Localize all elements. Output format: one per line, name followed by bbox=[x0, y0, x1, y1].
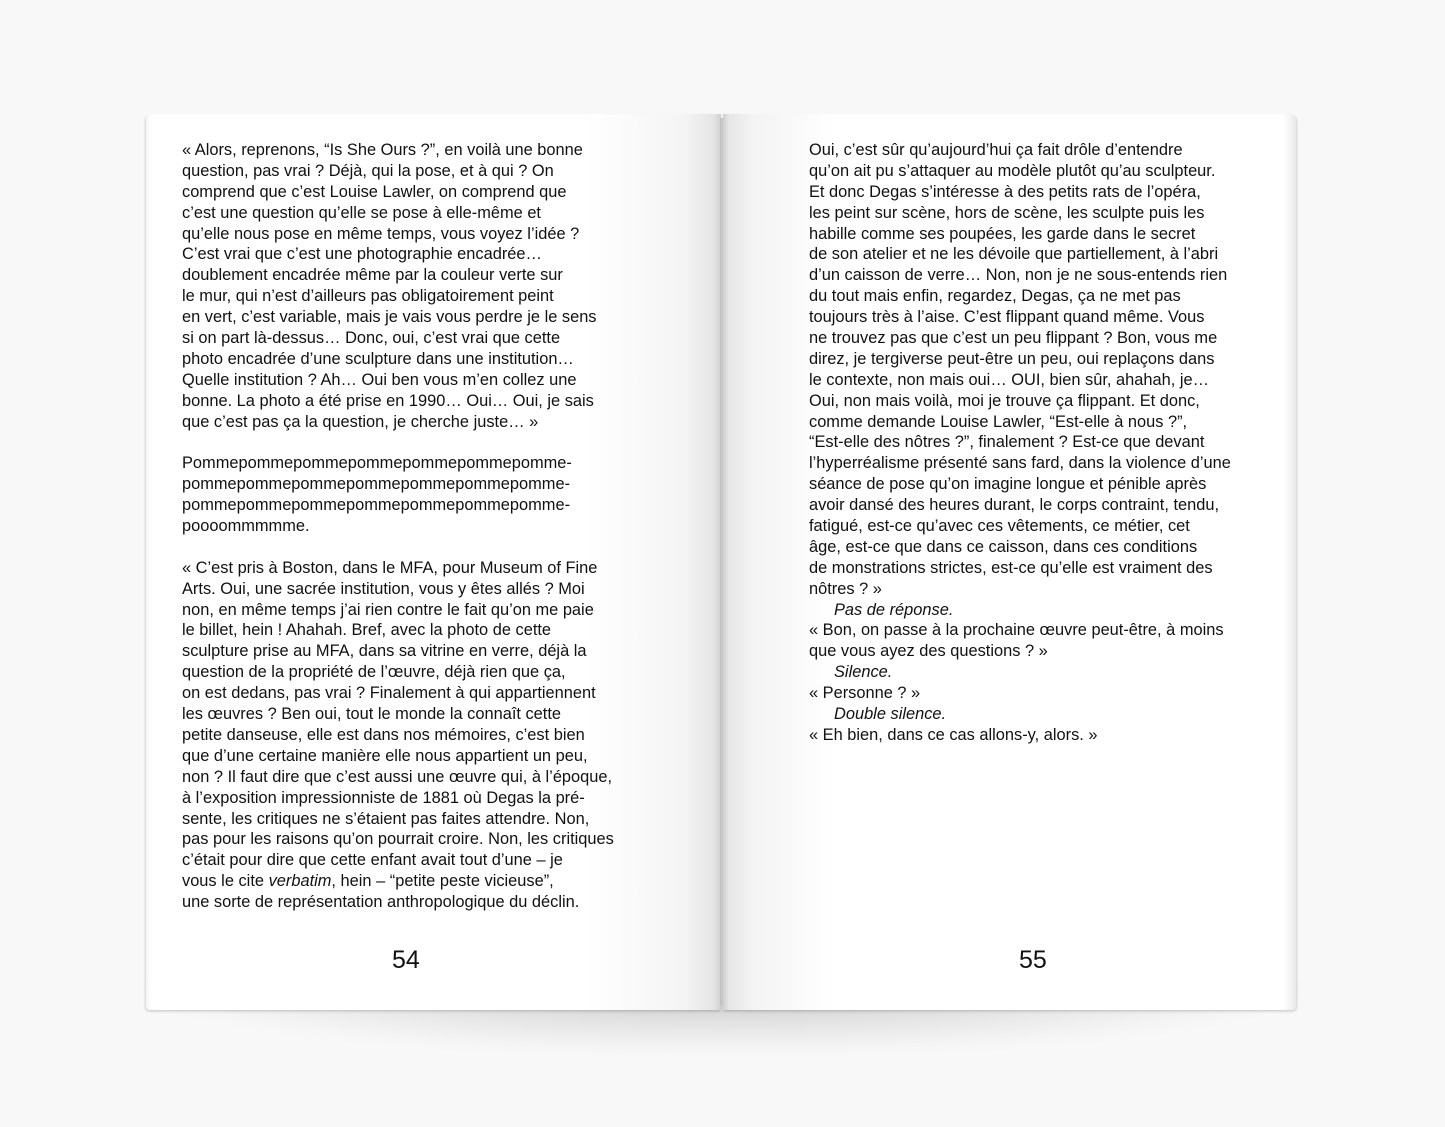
text-line: question, pas vrai ? Déjà, qui la pose, et à qui ? On bbox=[182, 161, 554, 180]
text-line: pommepommepommepommepommepommepomme- bbox=[182, 496, 571, 515]
text-line: c’était pour dire que cette enfant avait tout d’une – je bbox=[182, 851, 563, 870]
text-line: on est dedans, pas vrai ? Finalement à qui appartiennent bbox=[182, 684, 596, 703]
text-line: le contexte, non mais oui… OUI, bien sûr, ahahah, je… bbox=[809, 370, 1209, 389]
left-page bbox=[146, 114, 721, 1010]
paragraph-1 bbox=[809, 140, 1231, 600]
text-line: « Alors, reprenons, “Is She Ours ?”, en voilà une bonne bbox=[182, 141, 583, 159]
text-line: Pommepommepommepommepommepommepomme- bbox=[182, 454, 572, 473]
paragraph-2 bbox=[182, 453, 614, 537]
text-line: c’est une question qu’elle se pose à elle-même et bbox=[182, 203, 541, 222]
page-number: 54 bbox=[392, 946, 420, 974]
stage-direction: Silence. bbox=[834, 663, 893, 682]
text-line: non, en même temps j’ai rien contre le fait qu’on me paie bbox=[182, 600, 594, 619]
paragraph-3 bbox=[182, 558, 614, 913]
text-line: Quelle institution ? Ah… Oui ben vous m’en collez une bbox=[182, 370, 577, 389]
text-line: à l’exposition impressionniste de 1881 où Degas la pré- bbox=[182, 788, 585, 807]
text-line: comprend que c’est Louise Lawler, on comprend que bbox=[182, 182, 567, 201]
text-line: Arts. Oui, une sacrée institution, vous y êtes allés ? Moi bbox=[182, 579, 585, 598]
text-line: l’hyperréalisme présenté sans fard, dans la violence d’une bbox=[809, 454, 1231, 473]
text-line: petite danseuse, elle est dans nos mémoires, c’est bien bbox=[182, 725, 585, 744]
paragraph-gap bbox=[182, 432, 614, 453]
text-line: habille comme ses poupées, les garde dans le secret bbox=[809, 224, 1196, 243]
text-line: une sorte de représentation anthropologique du déclin. bbox=[182, 893, 580, 912]
text-line: qu’on ait pu s’attaquer au modèle plutôt qu’au sculpteur. bbox=[809, 161, 1216, 180]
right-page-text bbox=[809, 140, 1231, 746]
right-page bbox=[723, 114, 1296, 1010]
text-line: le mur, qui n’est d’ailleurs pas obligatoirement peint bbox=[182, 287, 554, 306]
text-line: pommepommepommepommepommepommepomme- bbox=[182, 475, 571, 494]
text-line: Oui, non mais voilà, moi je trouve ça flippant. Et donc, bbox=[809, 391, 1200, 410]
paragraph-gap bbox=[182, 537, 614, 558]
text-line: poooommmmme. bbox=[182, 517, 310, 536]
text-line: non ? Il faut dire que c’est aussi une œuvre qui, à l’époque, bbox=[182, 767, 613, 786]
text-line: d’un caisson de verre… Non, non je ne sous-entends rien bbox=[809, 266, 1228, 285]
text-line: Et donc Degas s’intéresse à des petits rats de l’opéra, bbox=[809, 182, 1201, 201]
text-line: direz, je tergiverse peut-être un peu, oui replaçons dans bbox=[809, 349, 1215, 368]
text-line: de monstrations strictes, est-ce qu’elle est vraiment des bbox=[809, 558, 1213, 577]
text-line: qu’elle nous pose en même temps, vous voyez l’idée ? bbox=[182, 224, 580, 243]
text-line: du tout mais enfin, regardez, Degas, ça ne met pas bbox=[809, 287, 1181, 306]
text-line: séance de pose qu’on imagine longue et pénible après bbox=[809, 475, 1207, 494]
verbatim-italic: verbatim bbox=[268, 872, 332, 891]
text-line: avoir dansé des heures durant, le corps contraint, tendu, bbox=[809, 496, 1220, 515]
dialogue-line: que vous ayez des questions ? » bbox=[809, 642, 1048, 661]
stage-direction: Pas de réponse. bbox=[834, 600, 954, 619]
text-line: C’est vrai que c’est une photographie encadrée… bbox=[182, 245, 542, 264]
text-line: doublement encadrée même par la couleur verte sur bbox=[182, 266, 563, 285]
text-line: « C’est pris à Boston, dans le MFA, pour Museum of Fine bbox=[182, 558, 598, 577]
text-line: question de la propriété de l’œuvre, déjà rien que ça, bbox=[182, 663, 566, 682]
text-line: pas pour les raisons qu’on pourrait croire. Non, les critiques bbox=[182, 830, 614, 849]
verbatim-after: , hein – “petite peste vicieuse”, bbox=[331, 872, 554, 891]
text-line: que c’est pas ça la question, je cherche juste… » bbox=[182, 412, 539, 431]
verbatim-before: vous le cite bbox=[182, 872, 269, 891]
text-line: de son atelier et ne les dévoile que partiellement, à l’abri bbox=[809, 245, 1219, 264]
text-line: le billet, hein ! Ahahah. Bref, avec la photo de cette bbox=[182, 621, 552, 640]
text-line: Oui, c’est sûr qu’aujourd’hui ça fait drôle d’entendre bbox=[809, 141, 1183, 159]
text-line: les œuvres ? Ben oui, tout le monde la connaît cette bbox=[182, 705, 562, 724]
text-line: sculpture prise au MFA, dans sa vitrine en verre, déjà la bbox=[182, 642, 587, 661]
page-number: 55 bbox=[1019, 946, 1047, 974]
text-line: que d’une certaine manière elle nous appartient un peu, bbox=[182, 746, 588, 765]
text-line: en vert, c’est variable, mais je vais vous perdre je le sens bbox=[182, 308, 597, 327]
dialogue-line: « Personne ? » bbox=[809, 684, 921, 703]
stage-direction: Double silence. bbox=[834, 705, 947, 724]
verbatim-line bbox=[182, 871, 614, 892]
dialogue-line: « Bon, on passe à la prochaine œuvre peut-être, à moins bbox=[809, 621, 1224, 640]
text-line: nôtres ? » bbox=[809, 579, 882, 598]
text-line: sente, les critiques ne s’étaient pas faites attendre. Non, bbox=[182, 809, 590, 828]
book-spine bbox=[720, 118, 723, 1006]
text-line: “Est-elle des nôtres ?”, finalement ? Est-ce que devant bbox=[809, 433, 1205, 452]
text-line: âge, est-ce que dans ce caisson, dans ces conditions bbox=[809, 537, 1198, 556]
left-page-text bbox=[182, 140, 614, 913]
dialogue-line: « Eh bien, dans ce cas allons-y, alors. » bbox=[809, 725, 1098, 744]
text-line: toujours très à l’aise. C’est flippant quand même. Vous bbox=[809, 308, 1205, 327]
text-line: si on part là-dessus… Donc, oui, c’est vrai que cette bbox=[182, 329, 561, 348]
text-line: photo encadrée d’une sculpture dans une institution… bbox=[182, 349, 574, 368]
paragraph-1 bbox=[182, 140, 614, 432]
text-line: les peint sur scène, hors de scène, les sculpte puis les bbox=[809, 203, 1205, 222]
text-line: comme demande Louise Lawler, “Est-elle à nous ?”, bbox=[809, 412, 1188, 431]
text-line: ne trouvez pas que c’est un peu flippant ? Bon, vous me bbox=[809, 329, 1218, 348]
text-line: bonne. La photo a été prise en 1990… Oui… Oui, je sais bbox=[182, 391, 594, 410]
text-line: fatigué, est-ce qu’avec ces vêtements, ce métier, cet bbox=[809, 517, 1190, 536]
